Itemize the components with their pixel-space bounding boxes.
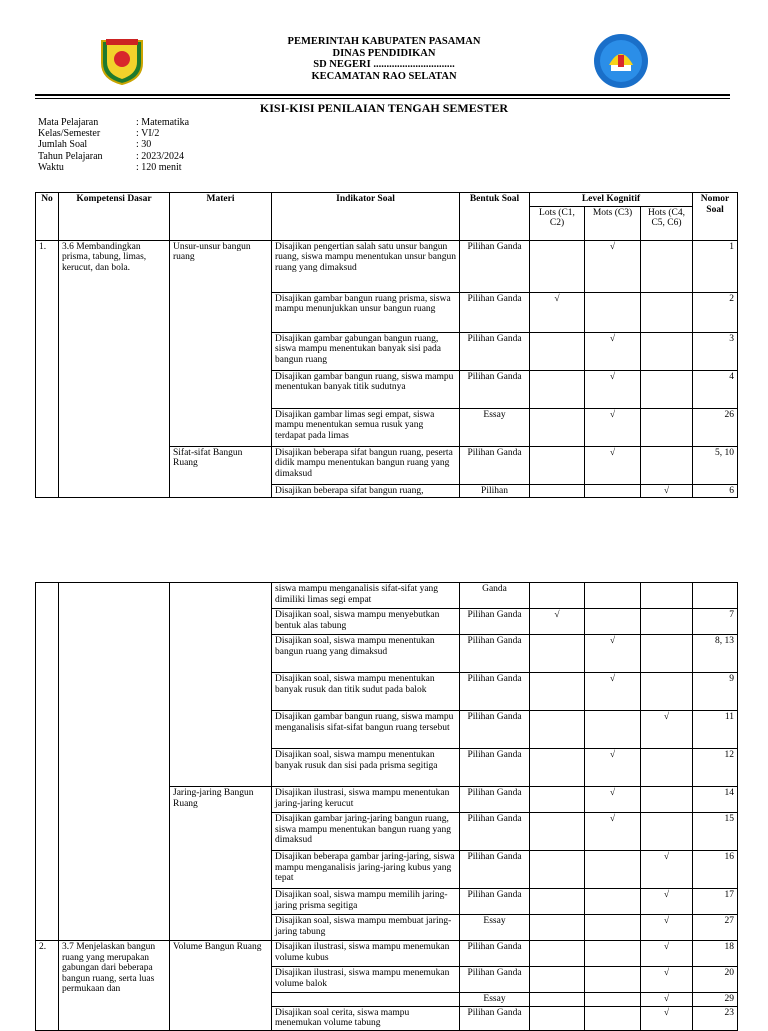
materi-cell: Volume Bangun Ruang (170, 941, 272, 1031)
bentuk-soal-cell: Pilihan Ganda (460, 851, 530, 889)
lots-cell (530, 484, 585, 498)
indikator-cell: Disajikan gambar jaring-jaring bangun ruang, siswa mampu menentukan bangun ruang yang dimaksud (272, 813, 460, 851)
materi-cell: Jaring-jaring Bangun Ruang (170, 787, 272, 941)
meta-info (38, 117, 189, 173)
indikator-cell: Disajikan soal, siswa mampu menentukan bangun ruang yang dimaksud (272, 635, 460, 673)
lots-cell (530, 673, 585, 711)
lots-cell (530, 332, 585, 370)
indikator-cell: Disajikan ilustrasi, siswa mampu menentukan jaring-jaring kerucut (272, 787, 460, 813)
mots-cell (585, 484, 641, 498)
bentuk-soal-cell: Pilihan Ganda (460, 370, 530, 408)
hots-cell (641, 787, 693, 813)
nomor-soal-cell: 4 (693, 370, 738, 408)
lots-cell (530, 583, 585, 609)
bentuk-soal-cell: Pilihan Ganda (460, 332, 530, 370)
lots-cell (530, 851, 585, 889)
header-rule-thick (35, 94, 730, 96)
lots-cell (530, 1006, 585, 1030)
indikator-cell: Disajikan pengertian salah satu unsur bangun ruang, siswa mampu menentukan unsur bangun ruang yang dimaksud (272, 240, 460, 292)
indikator-cell: Disajikan soal, siswa mampu menyebutkan bentuk alas tabung (272, 609, 460, 635)
nomor-soal-cell: 18 (693, 941, 738, 967)
lots-cell (530, 240, 585, 292)
col-indikator: Indikator Soal (272, 193, 460, 241)
lots-cell: √ (530, 609, 585, 635)
lots-cell (530, 408, 585, 446)
document-title: KISI-KISI PENILAIAN TENGAH SEMESTER (259, 101, 509, 115)
kompetensi-dasar-cell: 3.6 Membandingkan prisma, tabung, limas, kerucut, dan bola. (59, 240, 170, 498)
mots-cell: √ (585, 408, 641, 446)
mots-cell: √ (585, 635, 641, 673)
meta-label: Waktu (38, 161, 64, 173)
materi-cell: Unsur-unsur bangun ruang (170, 240, 272, 446)
meta-row (38, 162, 189, 173)
indikator-cell: Disajikan soal, siswa mampu menentukan banyak rusuk dan sisi pada prisma segitiga (272, 749, 460, 787)
mots-cell: √ (585, 787, 641, 813)
meta-value: : Matematika (136, 117, 190, 128)
col-kompetensi-dasar: Kompetensi Dasar (59, 193, 170, 241)
meta-row (38, 139, 189, 150)
mots-cell: √ (585, 446, 641, 484)
indikator-cell: Disajikan gambar bangun ruang, siswa mampu menentukan banyak titik sudutnya (272, 370, 460, 408)
indikator-cell: Disajikan soal cerita, siswa mampu menemukan volume tabung (272, 1006, 460, 1030)
meta-row (38, 128, 189, 139)
bentuk-soal-cell: Pilihan Ganda (460, 635, 530, 673)
mots-cell (585, 292, 641, 332)
meta-label: Mata Pelajaran (38, 117, 99, 128)
bentuk-soal-cell: Pilihan Ganda (460, 240, 530, 292)
lots-cell (530, 711, 585, 749)
nomor-soal-cell: 6 (693, 484, 738, 498)
letterhead-line-2: DINAS PENDIDIKAN (332, 47, 436, 59)
hots-cell: √ (641, 967, 693, 993)
kisi-kisi-table-page-2 (35, 582, 738, 1031)
nomor-soal-cell: 8, 13 (693, 635, 738, 673)
hots-cell: √ (641, 993, 693, 1007)
lots-cell (530, 813, 585, 851)
letterhead-line-4: KECAMATAN RAO SELATAN (311, 70, 457, 82)
col-materi: Materi (170, 193, 272, 241)
mots-cell: √ (585, 240, 641, 292)
col-level-kognitif: Level Kognitif (530, 193, 693, 207)
bentuk-soal-cell: Pilihan Ganda (460, 941, 530, 967)
meta-value: : 2023/2024 (136, 150, 185, 162)
lots-cell (530, 889, 585, 915)
bentuk-soal-cell: Essay (460, 993, 530, 1007)
meta-row (38, 117, 189, 128)
indikator-cell (272, 993, 460, 1007)
nomor-soal-cell: 29 (693, 993, 738, 1007)
bentuk-soal-cell: Pilihan Ganda (460, 749, 530, 787)
hots-cell: √ (641, 941, 693, 967)
lots-cell (530, 993, 585, 1007)
indikator-cell: Disajikan gambar bangun ruang prisma, siswa mampu menunjukkan unsur bangun ruang (272, 292, 460, 332)
indikator-cell: Disajikan ilustrasi, siswa mampu menemukan volume balok (272, 967, 460, 993)
nomor-soal-cell: 14 (693, 787, 738, 813)
meta-label: Jumlah Soal (38, 139, 88, 151)
hots-cell: √ (641, 1006, 693, 1030)
col-mots: Mots (C3) (585, 206, 641, 240)
mots-cell (585, 889, 641, 915)
hots-cell (641, 332, 693, 370)
meta-label: Tahun Pelajaran (38, 150, 103, 162)
lots-cell (530, 370, 585, 408)
bentuk-soal-cell: Pilihan Ganda (460, 787, 530, 813)
hots-cell (641, 292, 693, 332)
indikator-cell: Disajikan soal, siswa mampu memilih jaring-jaring prisma segitiga (272, 889, 460, 915)
bentuk-soal-cell: Pilihan Ganda (460, 889, 530, 915)
nomor-soal-cell: 27 (693, 915, 738, 941)
table-row (36, 240, 738, 292)
nomor-soal-cell: 23 (693, 1006, 738, 1030)
bentuk-soal-cell: Pilihan Ganda (460, 813, 530, 851)
table-row (36, 583, 738, 609)
meta-label: Kelas/Semester (38, 128, 101, 140)
nomor-soal-cell: 17 (693, 889, 738, 915)
nomor-soal-cell: 26 (693, 408, 738, 446)
kompetensi-dasar-cell: 3.7 Menjelaskan bangun ruang yang merupakan gabungan dari beberapa bangun ruang, serta luas permukaan dan (59, 941, 170, 1031)
no-cell: 2. (36, 941, 59, 1031)
hots-cell (641, 370, 693, 408)
meta-value: : VI/2 (136, 128, 160, 140)
lots-cell (530, 749, 585, 787)
hots-cell: √ (641, 484, 693, 498)
materi-cell: Sifat-sifat Bangun Ruang (170, 446, 272, 498)
nomor-soal-cell: 3 (693, 332, 738, 370)
mots-cell (585, 711, 641, 749)
nomor-soal-cell: 5, 10 (693, 446, 738, 484)
mots-cell (585, 915, 641, 941)
mots-cell (585, 993, 641, 1007)
bentuk-soal-cell: Pilihan Ganda (460, 1006, 530, 1030)
lots-cell (530, 446, 585, 484)
nomor-soal-cell: 15 (693, 813, 738, 851)
nomor-soal-cell: 11 (693, 711, 738, 749)
nomor-soal-cell: 9 (693, 673, 738, 711)
col-lots: Lots (C1, C2) (530, 206, 585, 240)
bentuk-soal-cell: Pilihan Ganda (460, 446, 530, 484)
hots-cell (641, 635, 693, 673)
hots-cell: √ (641, 851, 693, 889)
meta-value: : 30 (136, 139, 152, 151)
mots-cell: √ (585, 370, 641, 408)
bentuk-soal-cell: Pilihan Ganda (460, 609, 530, 635)
lots-cell (530, 635, 585, 673)
mots-cell: √ (585, 813, 641, 851)
no-cell (36, 583, 59, 941)
hots-cell: √ (641, 889, 693, 915)
lots-cell (530, 967, 585, 993)
hots-cell (641, 240, 693, 292)
indikator-cell: Disajikan soal, siswa mampu membuat jaring-jaring tabung (272, 915, 460, 941)
hots-cell (641, 609, 693, 635)
indikator-cell: Disajikan ilustrasi, siswa mampu menemukan volume kubus (272, 941, 460, 967)
letterhead-line-1: PEMERINTAH KABUPATEN PASAMAN (287, 36, 481, 47)
meta-value: : 120 menit (136, 161, 182, 173)
lots-cell (530, 787, 585, 813)
hots-cell (641, 813, 693, 851)
col-hots: Hots (C4, C5, C6) (641, 206, 693, 240)
hots-cell: √ (641, 711, 693, 749)
indikator-cell: Disajikan beberapa sifat bangun ruang, peserta didik mampu menentukan bangun ruang yang dimaksud (272, 446, 460, 484)
nomor-soal-cell: 12 (693, 749, 738, 787)
mots-cell (585, 851, 641, 889)
lots-cell (530, 941, 585, 967)
meta-row (38, 151, 189, 162)
letterhead-line-3: SD NEGERI ............................... (313, 59, 455, 70)
bentuk-soal-cell: Pilihan Ganda (460, 292, 530, 332)
mots-cell: √ (585, 332, 641, 370)
kisi-kisi-table-page-1 (35, 192, 738, 498)
indikator-cell: Disajikan soal, siswa mampu menentukan banyak rusuk dan titik sudut pada balok (272, 673, 460, 711)
bentuk-soal-cell: Ganda (460, 583, 530, 609)
nomor-soal-cell: 1 (693, 240, 738, 292)
mots-cell (585, 583, 641, 609)
no-cell: 1. (36, 240, 59, 498)
letterhead (0, 36, 768, 82)
hots-cell: √ (641, 915, 693, 941)
bentuk-soal-cell: Pilihan (460, 484, 530, 498)
kompetensi-dasar-cell (59, 583, 170, 941)
nomor-soal-cell: 16 (693, 851, 738, 889)
indikator-cell: Disajikan gambar gabungan bangun ruang, siswa mampu menentukan banyak sisi pada bangun ruang (272, 332, 460, 370)
mots-cell: √ (585, 749, 641, 787)
nomor-soal-cell: 20 (693, 967, 738, 993)
indikator-cell: Disajikan gambar limas segi empat, siswa mampu menentukan semua rusuk yang terdapat pada limas (272, 408, 460, 446)
bentuk-soal-cell: Essay (460, 408, 530, 446)
hots-cell (641, 446, 693, 484)
mots-cell (585, 609, 641, 635)
mots-cell (585, 1006, 641, 1030)
header-rule-thin (35, 98, 730, 99)
materi-cell (170, 583, 272, 787)
indikator-cell: Disajikan gambar bangun ruang, siswa mampu menganalisis sifat-sifat bangun ruang tersebut (272, 711, 460, 749)
nomor-soal-cell (693, 583, 738, 609)
mots-cell: √ (585, 673, 641, 711)
col-bentuk-soal: Bentuk Soal (460, 193, 530, 241)
nomor-soal-cell: 2 (693, 292, 738, 332)
lots-cell (530, 915, 585, 941)
lots-cell: √ (530, 292, 585, 332)
bentuk-soal-cell: Essay (460, 915, 530, 941)
mots-cell (585, 941, 641, 967)
indikator-cell: Disajikan beberapa gambar jaring-jaring, siswa mampu menganalisis jaring-jaring kubus yang tepat (272, 851, 460, 889)
hots-cell (641, 408, 693, 446)
hots-cell (641, 673, 693, 711)
bentuk-soal-cell: Pilihan Ganda (460, 673, 530, 711)
mots-cell (585, 967, 641, 993)
nomor-soal-cell: 7 (693, 609, 738, 635)
indikator-cell: Disajikan beberapa sifat bangun ruang, (272, 484, 460, 498)
table-row (36, 941, 738, 967)
hots-cell (641, 583, 693, 609)
col-no: No (36, 193, 59, 241)
col-nomor-soal: Nomor Soal (693, 193, 738, 241)
hots-cell (641, 749, 693, 787)
indikator-cell: siswa mampu menganalisis sifat-sifat yang dimiliki limas segi empat (272, 583, 460, 609)
bentuk-soal-cell: Pilihan Ganda (460, 711, 530, 749)
bentuk-soal-cell: Pilihan Ganda (460, 967, 530, 993)
